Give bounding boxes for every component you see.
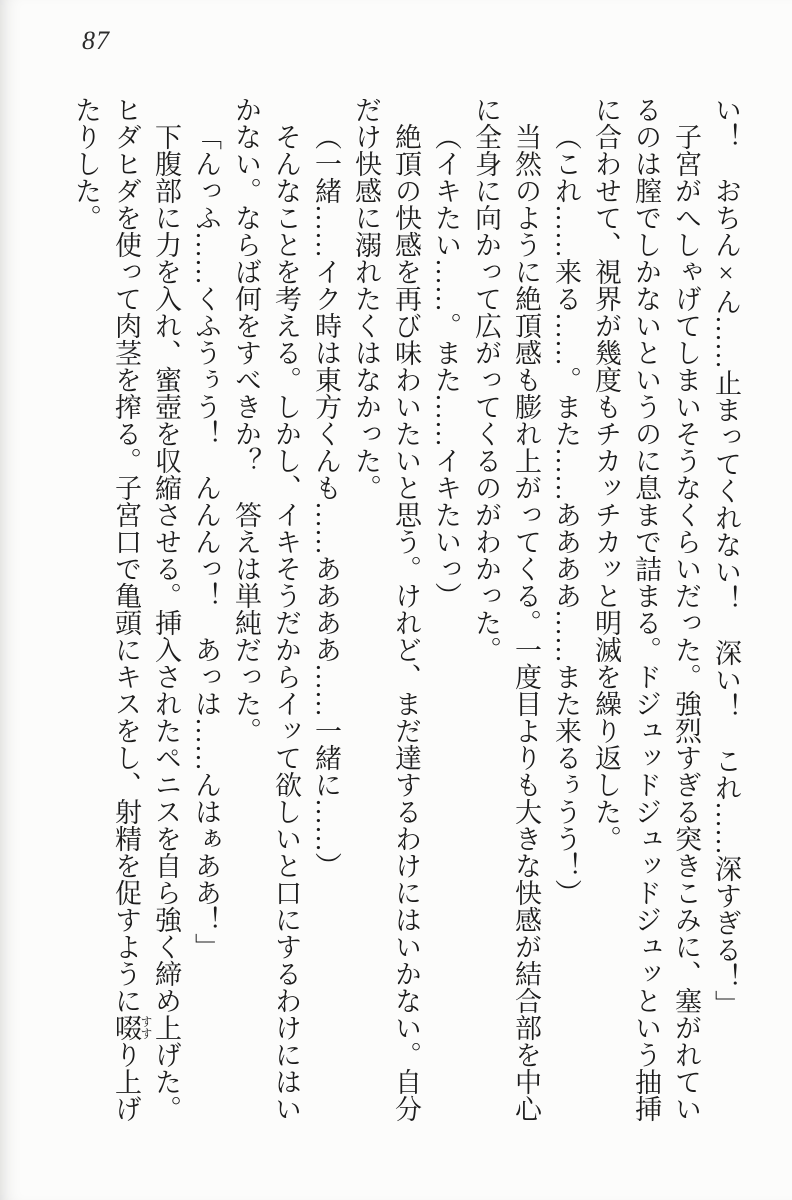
paragraph: そんなことを考える。しかし、イキそうだからイッて欲しいと口にするわけにはいかない。ならば何をすべきか？ 答えは単純だった。 <box>231 96 301 1122</box>
paragraph: 「んっふ……くふうぅう！ んんんっ！ あっは……んはぁああ！」 <box>191 123 221 960</box>
text-body <box>66 96 746 1123</box>
paragraph: 子宮がへしゃげてしまいそうなくらいだった。強烈すぎる突きこみに、塞がれているのは膣でしかないというのに息まで詰まる。ドジュッドジュッドジュッという抽挿に合わせて、視界が幾度もチカッチカッと明滅を繰り返した。 <box>591 96 701 1122</box>
paragraph: （これ……来る……。また……ああああ……また来るぅうう！） <box>551 123 581 906</box>
paragraph: 当然のように絶頂感も膨れ上がってくる。一度目よりも大きな快感が結合部を中心に全身に向かって広がってくるのがわかった。 <box>471 96 541 1122</box>
ruby-annotated-text: 啜すす <box>111 1014 153 1041</box>
paragraph: 絶頂の快感を再び味わいたいと思う。けれど、まだ達するわけにはいかない。自分だけ快感に溺れたくはなかった。 <box>351 96 421 1122</box>
paragraph: （一緒……イク時は東方くんも……ああああ……一緒に……） <box>311 123 341 879</box>
paragraph: 下腹部に力を入れ、蜜壺を収縮させる。挿入されたペニスを自ら強く締め上げた。ヒダヒダを使って肉茎を搾る。子宮口で亀頭にキスをし、射精を促すように啜すすり上げたりした。 <box>71 96 181 1122</box>
paragraph: い！ おちん×ん……止まってくれない！ 深い！ これ……深すぎる！」 <box>711 96 741 1017</box>
paragraph: （イキたい……。また……イキたいっ） <box>431 123 461 609</box>
page-number: 87 <box>82 26 110 55</box>
